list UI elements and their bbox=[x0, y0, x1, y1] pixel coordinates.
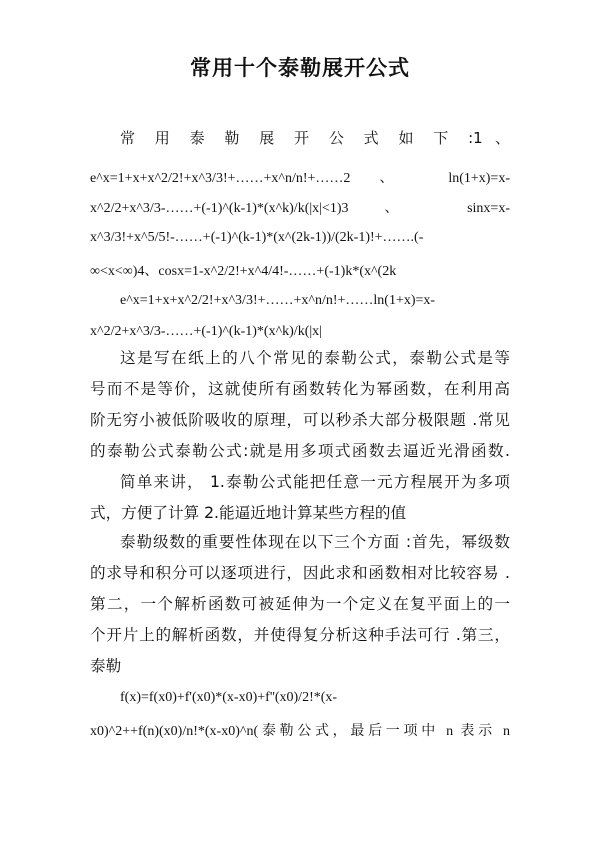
text-line: 这是写在纸上的八个常见的泰勒公式，泰勒公式是等 bbox=[120, 349, 510, 367]
text-line: 简单来讲， 1.泰勒公式能把任意一元方程展开为多项 bbox=[120, 473, 510, 491]
text-line: e^x=1+x+x^2/2!+x^3/3!+……+x^n/n!+……ln(1+x)=x- bbox=[120, 293, 436, 308]
text-line: 阶无穷小被低阶吸收的原理，可以秒杀大部分极限题 .常见 bbox=[90, 411, 510, 429]
text-line: 号而不是等价，这就使所有函数转化为幂函数，在利用高 bbox=[90, 380, 510, 398]
text-line: 式，方便了计算 2.能逼近地计算某些方程的值 bbox=[90, 504, 407, 522]
text-line: 泰勒 bbox=[90, 657, 122, 675]
text-line: 个开片上的解析函数，并使得复分析这种手法可行 .第三， bbox=[90, 626, 510, 644]
text-line: f(x)=f(x0)+f'(x0)*(x-x0)+f''(x0)/2!*(x- bbox=[120, 690, 338, 705]
text-line: 的求导和积分可以逐项进行，因此求和函数相对比较容易 . bbox=[90, 564, 510, 582]
document-title: 常用十个泰勒展开公式 bbox=[190, 56, 410, 80]
text-line: x^2/2+x^3/3-……+(-1)^(k-1)*(x^k)/k(|x|<1)3 、 sinx=x- bbox=[90, 201, 510, 216]
text-line: ∞<x<∞)4、cosx=1-x^2/2!+x^4/4!-……+(-1)k*(x^(2k bbox=[90, 264, 397, 279]
text-line: 第二，一个解析函数可被延伸为一个定义在复平面上的一 bbox=[90, 595, 510, 613]
text-line: x^3/3!+x^5/5!-……+(-1)^(k-1)*(x^(2k-1))/(2k-1)!+…….(- bbox=[90, 230, 424, 245]
text-line: x^2/2+x^3/3-……+(-1)^(k-1)*(x^k)/k(|x| bbox=[90, 324, 322, 339]
text-line: e^x=1+x+x^2/2!+x^3/3!+……+x^n/n!+……2 、 ln(1+x)=x- bbox=[90, 171, 510, 186]
text-line: 泰勒级数的重要性体现在以下三个方面 :首先，幂级数 bbox=[120, 533, 510, 551]
text-line: x0)^2++f(n)(x0)/n!*(x-x0)^n(泰勒公式，最后一项中 n 表示 n bbox=[90, 724, 510, 739]
text-line: 常 用 泰 勒 展 开 公 式 如 下 :1 、 bbox=[120, 129, 510, 147]
text-line: 的泰勒公式泰勒公式:就是用多项式函数去逼近光滑函数. bbox=[90, 442, 510, 460]
